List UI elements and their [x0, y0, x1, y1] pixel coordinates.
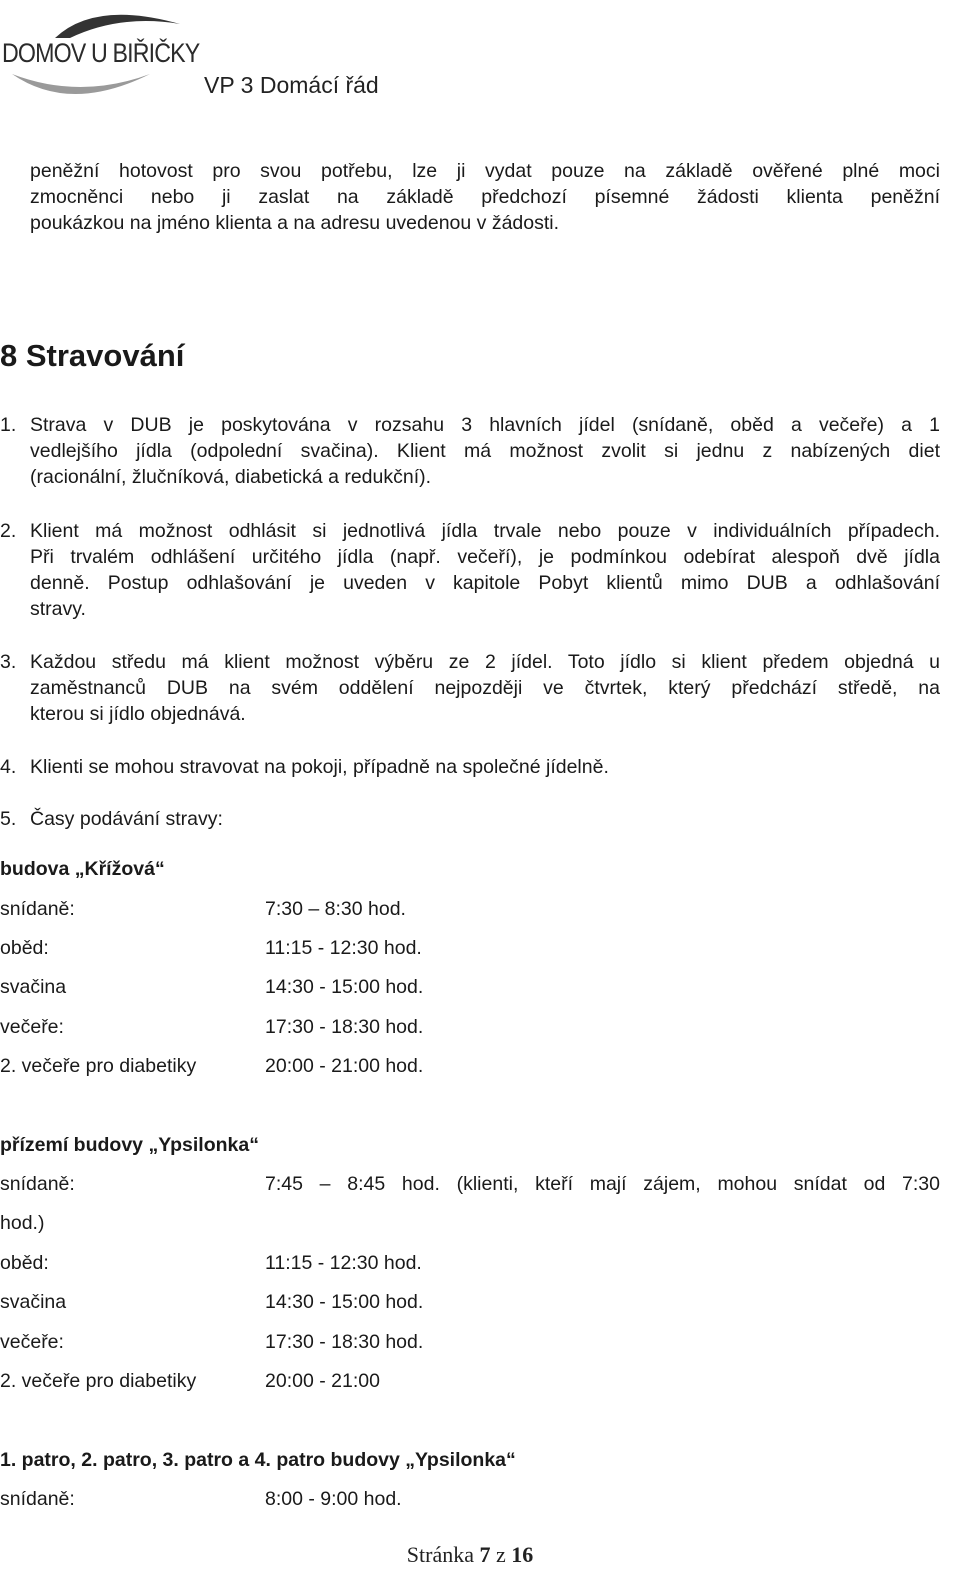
meal-time: 17:30 - 18:30 hod. — [265, 1331, 424, 1353]
footer-page-total: 16 — [511, 1542, 534, 1567]
item-line: (racionální, žlučníková, diabetická a redukční). — [30, 466, 432, 488]
intro-line: zmocněnci nebo ji zaslat na základě předchozí písemné žádosti klienta peněžní — [30, 186, 940, 208]
meal-time-continuation: hod.) — [0, 1212, 45, 1234]
intro-paragraph — [30, 158, 940, 236]
meal-label: oběd: — [0, 1252, 49, 1274]
meal-label: snídaně: — [0, 898, 75, 920]
meal-time: 8:00 - 9:00 hod. — [265, 1488, 402, 1510]
schedule-title: budova „Křížová“ — [0, 858, 165, 880]
meal-label: 2. večeře pro diabetiky — [0, 1370, 197, 1392]
meal-time: 7:30 – 8:30 hod. — [265, 898, 406, 920]
item-line: zaměstnanců DUB na svém oddělení nejpozději ve čtvrtek, který předchází středě, na — [30, 677, 940, 699]
meal-time: 20:00 - 21:00 hod. — [265, 1055, 424, 1077]
item-line: Každou středu má klient možnost výběru ze 2 jídel. Toto jídlo si klient předem objedná u — [30, 651, 940, 673]
logo — [0, 4, 200, 100]
item-line: Klienti se mohou stravovat na pokoji, případně na společné jídelně. — [30, 756, 609, 778]
meal-time: 11:15 - 12:30 hod. — [265, 937, 422, 959]
meal-label: oběd: — [0, 937, 49, 959]
meal-label: snídaně: — [0, 1173, 75, 1195]
page-footer — [0, 1542, 940, 1568]
item-number: 5. — [0, 808, 17, 830]
item-paragraph — [30, 754, 940, 780]
meal-time: 11:15 - 12:30 hod. — [265, 1252, 422, 1274]
meal-label: večeře: — [0, 1016, 64, 1038]
intro-line: poukázkou na jméno klienta a na adresu uvedenou v žádosti. — [30, 212, 560, 234]
logo-text: DOMOV U BIŘIČKY — [2, 38, 200, 68]
meal-label: svačina — [0, 976, 67, 998]
footer-prefix: Stránka — [406, 1542, 474, 1567]
item-line: Klient má možnost odhlásit si jednotlivá jídla trvale nebo pouze v individuálních případech. — [30, 520, 940, 542]
meal-label: svačina — [0, 1291, 67, 1313]
item-number: 4. — [0, 756, 17, 778]
section-heading: 8 Stravování — [0, 338, 185, 373]
item-line: denně. Postup odhlašování je uveden v kapitole Pobyt klientů mimo DUB a odhlašování — [30, 572, 940, 594]
meal-time: 14:30 - 15:00 hod. — [265, 976, 424, 998]
item-line: Strava v DUB je poskytována v rozsahu 3 hlavních jídel (snídaně, oběd a večeře) a 1 — [30, 414, 940, 436]
schedule-title: přízemí budovy „Ypsilonka“ — [0, 1134, 259, 1156]
item-paragraph — [30, 806, 940, 832]
document-title: VP 3 Domácí řád — [204, 72, 379, 98]
item-line: Časy podávání stravy: — [30, 808, 223, 830]
item-paragraph — [30, 649, 940, 727]
item-line: stravy. — [30, 598, 86, 620]
item-paragraph — [30, 412, 940, 490]
meal-label: snídaně: — [0, 1488, 75, 1510]
schedule-title: 1. patro, 2. patro, 3. patro a 4. patro budovy „Ypsilonka“ — [0, 1449, 516, 1471]
meal-label: večeře: — [0, 1331, 64, 1353]
item-line: Při trvalém odhlášení určitého jídla (např. večeří), je podmínkou odebírat alespoň dvě jídla — [30, 546, 940, 568]
meal-time: 20:00 - 21:00 — [265, 1370, 380, 1392]
item-line: kterou si jídlo objednává. — [30, 703, 246, 725]
meal-time: 7:45 – 8:45 hod. (klienti, kteří mají zájem, mohou snídat od 7:30 — [265, 1173, 940, 1195]
meal-time: 17:30 - 18:30 hod. — [265, 1016, 424, 1038]
footer-page-number: 7 — [479, 1542, 491, 1567]
meal-label: 2. večeře pro diabetiky — [0, 1055, 197, 1077]
intro-line: peněžní hotovost pro svou potřebu, lze ji vydat pouze na základě ověřené plné moci — [30, 160, 940, 182]
item-number: 2. — [0, 520, 17, 542]
footer-middle: z — [495, 1542, 506, 1567]
item-line: vedlejšího jídla (odpolední svačina). Klient má možnost zvolit si jednu z nabízených diet — [30, 440, 940, 462]
item-number: 3. — [0, 651, 17, 673]
item-number: 1. — [0, 414, 17, 436]
item-paragraph — [30, 518, 940, 622]
meal-time: 14:30 - 15:00 hod. — [265, 1291, 424, 1313]
